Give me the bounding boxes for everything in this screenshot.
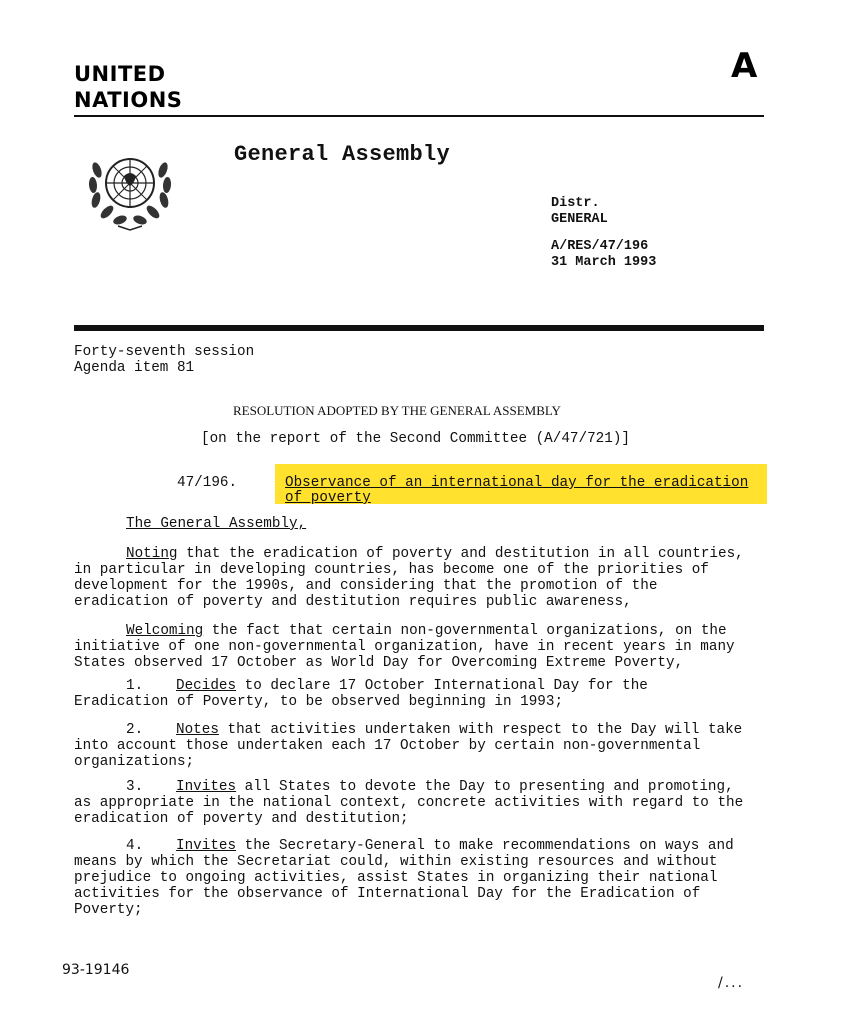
para4-line4: activities for the observance of International Day for the Eradication of xyxy=(74,886,701,902)
para2-keyword: Notes xyxy=(176,722,219,738)
para3-number: 3. xyxy=(126,779,144,795)
para3-line1 xyxy=(176,779,734,795)
para4-number: 4. xyxy=(126,838,144,854)
document-symbol: A/RES/47/196 xyxy=(551,239,649,254)
org-name-line2: NATIONS xyxy=(74,88,183,112)
welcoming-line3: States observed 17 October as World Day for Overcoming Extreme Poverty, xyxy=(74,655,684,671)
org-name-line1: UNITED xyxy=(74,62,166,86)
body-title: General Assembly xyxy=(234,142,451,167)
para3-keyword: Invites xyxy=(176,779,237,795)
para3-line2: as appropriate in the national context, concrete activities with regard to the xyxy=(74,795,744,811)
para2-line3: organizations; xyxy=(74,754,195,770)
para1-line1 xyxy=(176,678,648,694)
para4-keyword: Invites xyxy=(176,838,237,854)
para2-text: that activities undertaken with respect to the Day will take xyxy=(218,722,743,738)
session-line: Forty-seventh session xyxy=(74,344,255,360)
welcoming-line1 xyxy=(126,623,727,639)
para4-line2: means by which the Secretariat could, within existing resources and without xyxy=(74,854,718,870)
un-emblem-icon xyxy=(80,140,180,235)
resolution-title-line2: of poverty xyxy=(285,490,371,506)
header-rule xyxy=(74,115,764,117)
noting-line2: in particular in developing countries, has become one of the priorities of xyxy=(74,562,709,578)
noting-line1 xyxy=(126,546,744,562)
document-date: 31 March 1993 xyxy=(551,255,657,270)
welcoming-text: the fact that certain non-governmental organizations, on the xyxy=(203,623,727,639)
continued-marker: /... xyxy=(718,975,745,991)
distr-label: Distr. xyxy=(551,196,600,211)
para4-text: the Secretary-General to make recommendations on ways and xyxy=(236,838,734,854)
para4-line5: Poverty; xyxy=(74,902,143,918)
para4-line3: prejudice to ongoing activities, assist States in organizing their national xyxy=(74,870,718,886)
agenda-item-line: Agenda item 81 xyxy=(74,360,195,376)
distr-value: GENERAL xyxy=(551,212,608,227)
para1-keyword: Decides xyxy=(176,678,237,694)
para1-text: to declare 17 October International Day for the xyxy=(236,678,648,694)
para1-number: 1. xyxy=(126,678,144,694)
document-class-letter: A xyxy=(731,46,758,86)
resolution-title-line1: Observance of an international day for the eradication xyxy=(285,475,749,491)
welcoming-keyword: Welcoming xyxy=(126,623,204,639)
resolution-heading: RESOLUTION ADOPTED BY THE GENERAL ASSEMBLY xyxy=(233,403,561,418)
assembly-line: The General Assembly, xyxy=(126,516,307,532)
noting-line3: development for the 1990s, and considering that the promotion of the xyxy=(74,578,658,594)
noting-line4: eradication of poverty and destitution requires public awareness, xyxy=(74,594,632,610)
welcoming-line2: initiative of one non-governmental organization, have in recent years in many xyxy=(74,639,735,655)
para4-line1 xyxy=(176,838,734,854)
para2-number: 2. xyxy=(126,722,144,738)
para3-line3: eradication of poverty and destitution; xyxy=(74,811,409,827)
section-rule xyxy=(74,325,764,331)
para1-line2: Eradication of Poverty, to be observed beginning in 1993; xyxy=(74,694,564,710)
para3-text: all States to devote the Day to presenting and promoting, xyxy=(236,779,734,795)
committee-report-line: [on the report of the Second Committee (A/47/721)] xyxy=(201,431,630,447)
resolution-number: 47/196. xyxy=(177,475,238,491)
para2-line2: into account those undertaken each 17 October by certain non-governmental xyxy=(74,738,701,754)
noting-text: that the eradication of poverty and destitution in all countries, xyxy=(177,546,744,562)
document-number: 93-19146 xyxy=(62,962,130,978)
noting-keyword: Noting xyxy=(126,546,178,562)
para2-line1 xyxy=(176,722,742,738)
